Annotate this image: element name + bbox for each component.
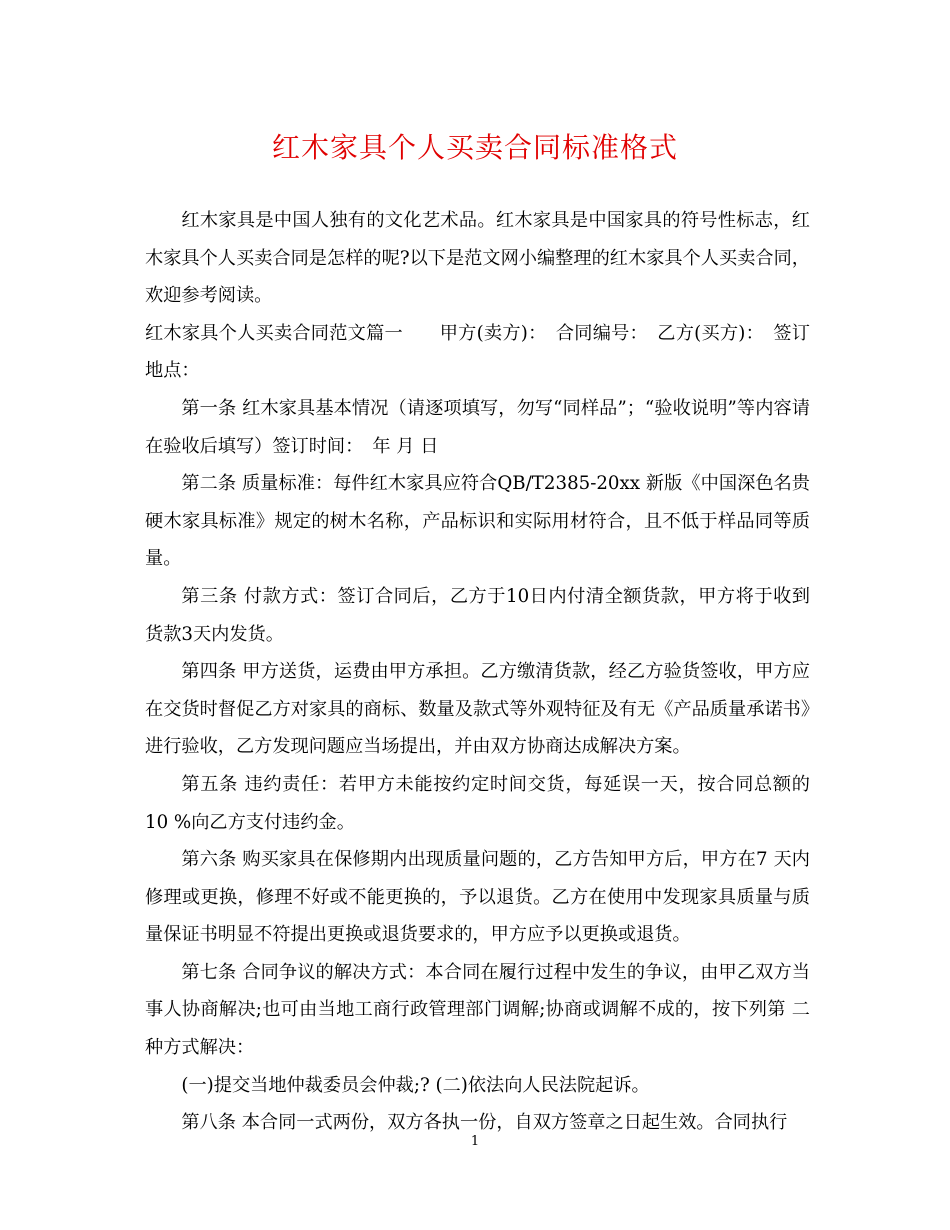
paragraph-intro: 红木家具是中国人独有的文化艺术品。红木家具是中国家具的符号性标志，红木家具个人买卖合同是怎样的呢?以下是范文网小编整理的红木家具个人买卖合同，欢迎参考阅读。 — [145, 210, 810, 307]
paragraph-article-5: 第五条 违约责任：若甲方未能按约定时间交货，每延误一天，按合同总额的10 %向乙方支付违约金。 — [145, 773, 810, 833]
document-title: 红木家具个人买卖合同标准格式 — [271, 131, 678, 164]
paragraph-article-4: 第四条 甲方送货，运费由甲方承担。乙方缴清货款，经乙方验货签收，甲方应在交货时督促乙方对家具的商标、数量及款式等外观特征及有无《产品质量承诺书》进行验收，乙方发现问题应当场提出，并由双方协商达成解决方案。 — [145, 661, 810, 758]
paragraph-dispute-options: (一)提交当地仲裁委员会仲裁;? (二)依法向人民法院起诉。 — [181, 1074, 650, 1096]
page-number: 1 — [470, 1134, 480, 1149]
paragraph-article-3: 第三条 付款方式：签订合同后，乙方于10日内付清全额货款，甲方将于收到货款3天内发货。 — [145, 585, 810, 645]
paragraph-header-fields: 红木家具个人买卖合同范文篇一 甲方(卖方)： 合同编号： 乙方(买方)： 签订地点： — [145, 322, 810, 382]
paragraph-article-8: 第八条 本合同一式两份，双方各执一份，自双方签章之日起生效。合同执行 — [181, 1112, 788, 1134]
paragraph-article-7: 第七条 合同争议的解决方式：本合同在履行过程中发生的争议，由甲乙双方当事人协商解决;也可由当地工商行政管理部门调解;协商或调解不成的，按下列第 二 种方式解决： — [145, 961, 810, 1059]
paragraph-article-6: 第六条 购买家具在保修期内出现质量问题的，乙方告知甲方后，甲方在7 天内修理或更换，修理不好或不能更换的，予以退货。乙方在使用中发现家具质量与质量保证书明显不符提出更换或退货要求的，甲方应予以更换或退货。 — [145, 849, 810, 946]
paragraph-article-2: 第二条 质量标准：每件红木家具应符合QB/T2385-20xx 新版《中国深色名贵硬木家具标准》规定的树木名称，产品标识和实际用材符合，且不低于样品同等质量。 — [145, 473, 810, 570]
paragraph-article-1: 第一条 红木家具基本情况（请逐项填写，勿写“同样品”；“验收说明”等内容请在验收后填写）签订时间： 年 月 日 — [145, 397, 810, 457]
document-body — [145, 202, 810, 1142]
